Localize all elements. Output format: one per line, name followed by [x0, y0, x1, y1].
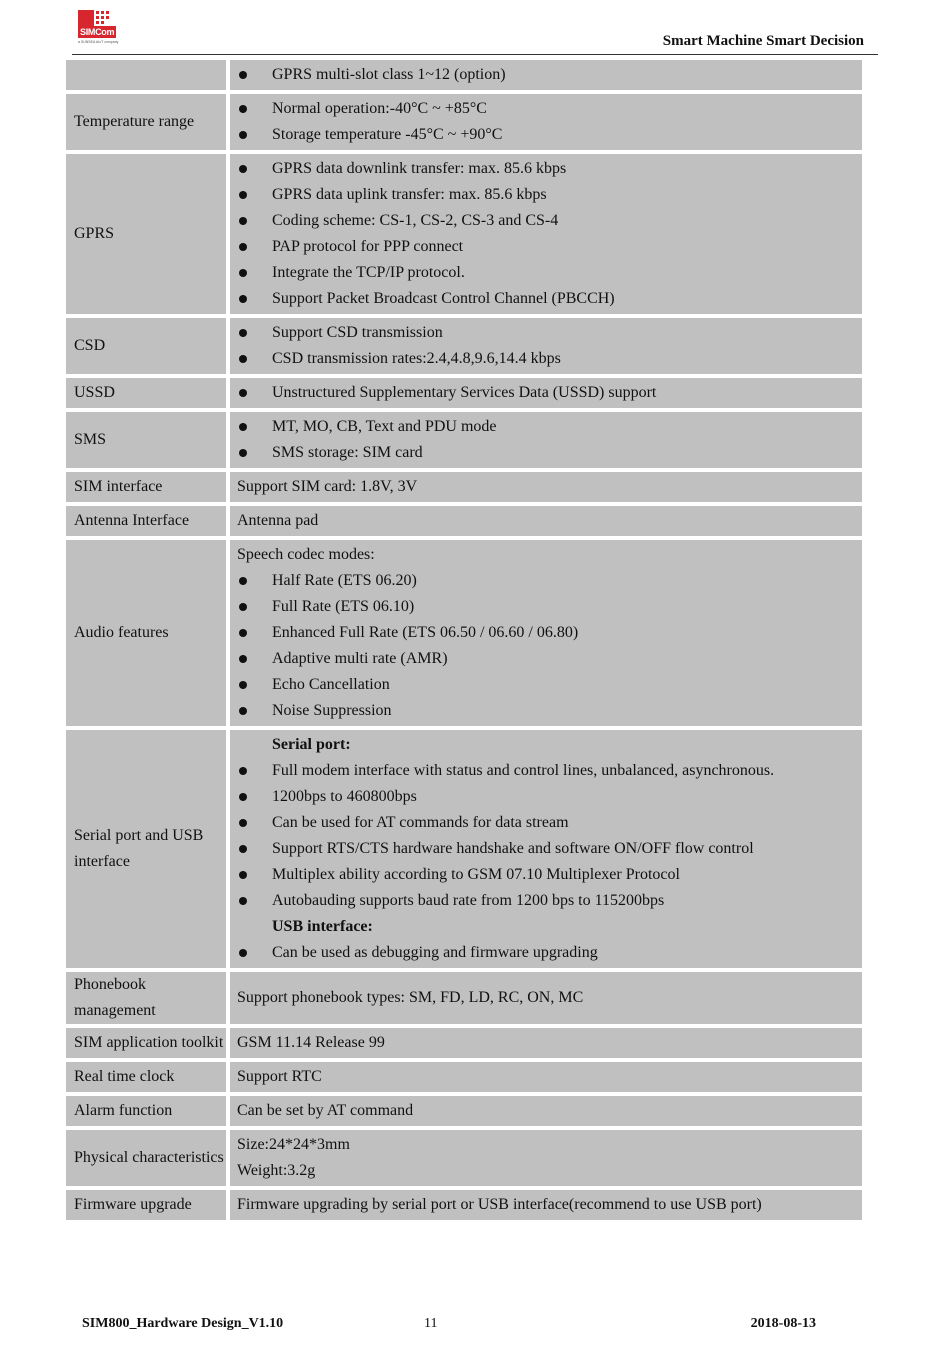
spec-row — [66, 412, 862, 468]
spec-label — [66, 972, 230, 1024]
bullet-item: Storage temperature -45°C ~ +90°C — [237, 122, 856, 148]
bullet-item: Can be used as debugging and firmware upgrading — [237, 940, 856, 966]
spec-row — [66, 60, 862, 90]
spec-value — [230, 94, 862, 150]
bullet-item: Can be used for AT commands for data stream — [237, 810, 856, 836]
spec-label-text: USSD — [74, 384, 115, 401]
spec-label — [66, 378, 230, 408]
footer-date: 2018-08-13 — [750, 1316, 816, 1331]
spec-row — [66, 472, 862, 502]
spec-value — [230, 1130, 862, 1186]
bullet-item: Support CSD transmission — [237, 320, 856, 346]
bullet-item: Coding scheme: CS-1, CS-2, CS-3 and CS-4 — [237, 208, 856, 234]
bullet-item: 1200bps to 460800bps — [237, 784, 856, 810]
spec-label — [66, 1062, 230, 1092]
spec-value — [230, 540, 862, 726]
logo-mark-icon — [78, 10, 130, 26]
spec-value — [230, 730, 862, 968]
bullet-item: Echo Cancellation — [237, 672, 856, 698]
spec-row — [66, 1190, 862, 1220]
spec-value — [230, 1096, 862, 1126]
value-text: Firmware upgrading by serial port or USB interface(recommend to use USB port) — [237, 1196, 762, 1213]
spec-label — [66, 472, 230, 502]
bullet-item: PAP protocol for PPP connect — [237, 234, 856, 260]
spec-label — [66, 1096, 230, 1126]
footer-doc-title: SIM800_Hardware Design_V1.10 — [82, 1316, 284, 1331]
bullet-item: Noise Suppression — [237, 698, 856, 724]
spec-label — [66, 540, 230, 726]
spec-value — [230, 318, 862, 374]
spec-row — [66, 540, 862, 726]
bullet-item: Support RTS/CTS hardware handshake and software ON/OFF flow control — [237, 836, 856, 862]
bullet-item: Unstructured Supplementary Services Data (USSD) support — [237, 380, 856, 406]
value-text: Can be set by AT command — [237, 1102, 414, 1119]
spec-row — [66, 1028, 862, 1058]
spec-label — [66, 154, 230, 314]
spec-value — [230, 472, 862, 502]
bullet-item: Adaptive multi rate (AMR) — [237, 646, 856, 672]
spec-label-text: Phonebook management — [74, 976, 156, 1019]
spec-label-text: Alarm function — [74, 1102, 173, 1119]
bullet-item: Integrate the TCP/IP protocol. — [237, 260, 856, 286]
spec-label — [66, 1190, 230, 1220]
bullet-item: Autobauding supports baud rate from 1200 bps to 115200bps — [237, 888, 856, 914]
bullet-item: Normal operation:-40°C ~ +85°C — [237, 96, 856, 122]
spec-value — [230, 506, 862, 536]
value-text: Size:24*24*3mm — [237, 1136, 350, 1153]
value-text: GSM 11.14 Release 99 — [237, 1034, 385, 1051]
value-text: Speech codec modes: — [237, 546, 375, 563]
spec-label — [66, 412, 230, 468]
spec-row — [66, 94, 862, 150]
logo-subtitle: a SUNSEA AIoT company — [78, 40, 119, 44]
subheading: Serial port: — [272, 736, 351, 753]
spec-row — [66, 506, 862, 536]
spec-value — [230, 412, 862, 468]
bullet-item: Support Packet Broadcast Control Channel (PBCCH) — [237, 286, 856, 312]
spec-value — [230, 1028, 862, 1058]
header-tagline: Smart Machine Smart Decision — [662, 33, 864, 49]
spec-value — [230, 154, 862, 314]
bullet-item: MT, MO, CB, Text and PDU mode — [237, 414, 856, 440]
bullet-item: GPRS data uplink transfer: max. 85.6 kbps — [237, 182, 856, 208]
subheading: USB interface: — [272, 918, 373, 935]
spec-label — [66, 506, 230, 536]
spec-label — [66, 730, 230, 968]
spec-label-text: SMS — [74, 431, 107, 448]
bullet-item: GPRS data downlink transfer: max. 85.6 kbps — [237, 156, 856, 182]
spec-table — [66, 56, 862, 1224]
spec-value — [230, 972, 862, 1024]
footer-page-number: 11 — [424, 1316, 438, 1331]
spec-row — [66, 1130, 862, 1186]
spec-label-text: GPRS — [74, 225, 115, 242]
value-text: Antenna pad — [237, 512, 319, 529]
spec-label-text: Physical characteristics — [74, 1149, 224, 1166]
bullet-item: Full modem interface with status and control lines, unbalanced, asynchronous. — [237, 758, 856, 784]
spec-label-text: CSD — [74, 337, 106, 354]
bullet-item: Multiplex ability according to GSM 07.10 Multiplexer Protocol — [237, 862, 856, 888]
value-text: Support SIM card: 1.8V, 3V — [237, 478, 418, 495]
spec-label — [66, 1028, 230, 1058]
bullet-item: Half Rate (ETS 06.20) — [237, 568, 856, 594]
bullet-item: Enhanced Full Rate (ETS 06.50 / 06.60 / 06.80) — [237, 620, 856, 646]
page-header — [72, 8, 878, 55]
value-text: Support phonebook types: SM, FD, LD, RC, ON, MC — [237, 989, 584, 1006]
logo-text: SIMCom — [80, 27, 115, 37]
spec-label-text: Antenna Interface — [74, 512, 190, 529]
spec-value — [230, 60, 862, 90]
bullet-item: GPRS multi-slot class 1~12 (option) — [237, 62, 856, 88]
spec-row — [66, 1062, 862, 1092]
simcom-logo — [78, 10, 130, 46]
spec-row — [66, 154, 862, 314]
spec-label-text: Real time clock — [74, 1068, 175, 1085]
spec-label — [66, 318, 230, 374]
spec-label — [66, 1130, 230, 1186]
spec-value — [230, 378, 862, 408]
spec-value — [230, 1062, 862, 1092]
spec-label-text: Audio features — [74, 624, 169, 641]
spec-label — [66, 60, 230, 90]
spec-row — [66, 318, 862, 374]
spec-row — [66, 730, 862, 968]
spec-row — [66, 378, 862, 408]
spec-row — [66, 972, 862, 1024]
bullet-item: CSD transmission rates:2.4,4.8,9.6,14.4 kbps — [237, 346, 856, 372]
spec-label-text: SIM interface — [74, 478, 163, 495]
bullet-item: SMS storage: SIM card — [237, 440, 856, 466]
spec-label-text: Temperature range — [74, 113, 195, 130]
value-text: Weight:3.2g — [237, 1162, 316, 1179]
spec-label-text: Serial port and USB interface — [74, 827, 204, 870]
value-text: Support RTC — [237, 1068, 322, 1085]
bullet-item: Full Rate (ETS 06.10) — [237, 594, 856, 620]
spec-row — [66, 1096, 862, 1126]
spec-value — [230, 1190, 862, 1220]
spec-label — [66, 94, 230, 150]
spec-label-text: SIM application toolkit — [74, 1034, 224, 1051]
spec-label-text: Firmware upgrade — [74, 1196, 192, 1213]
